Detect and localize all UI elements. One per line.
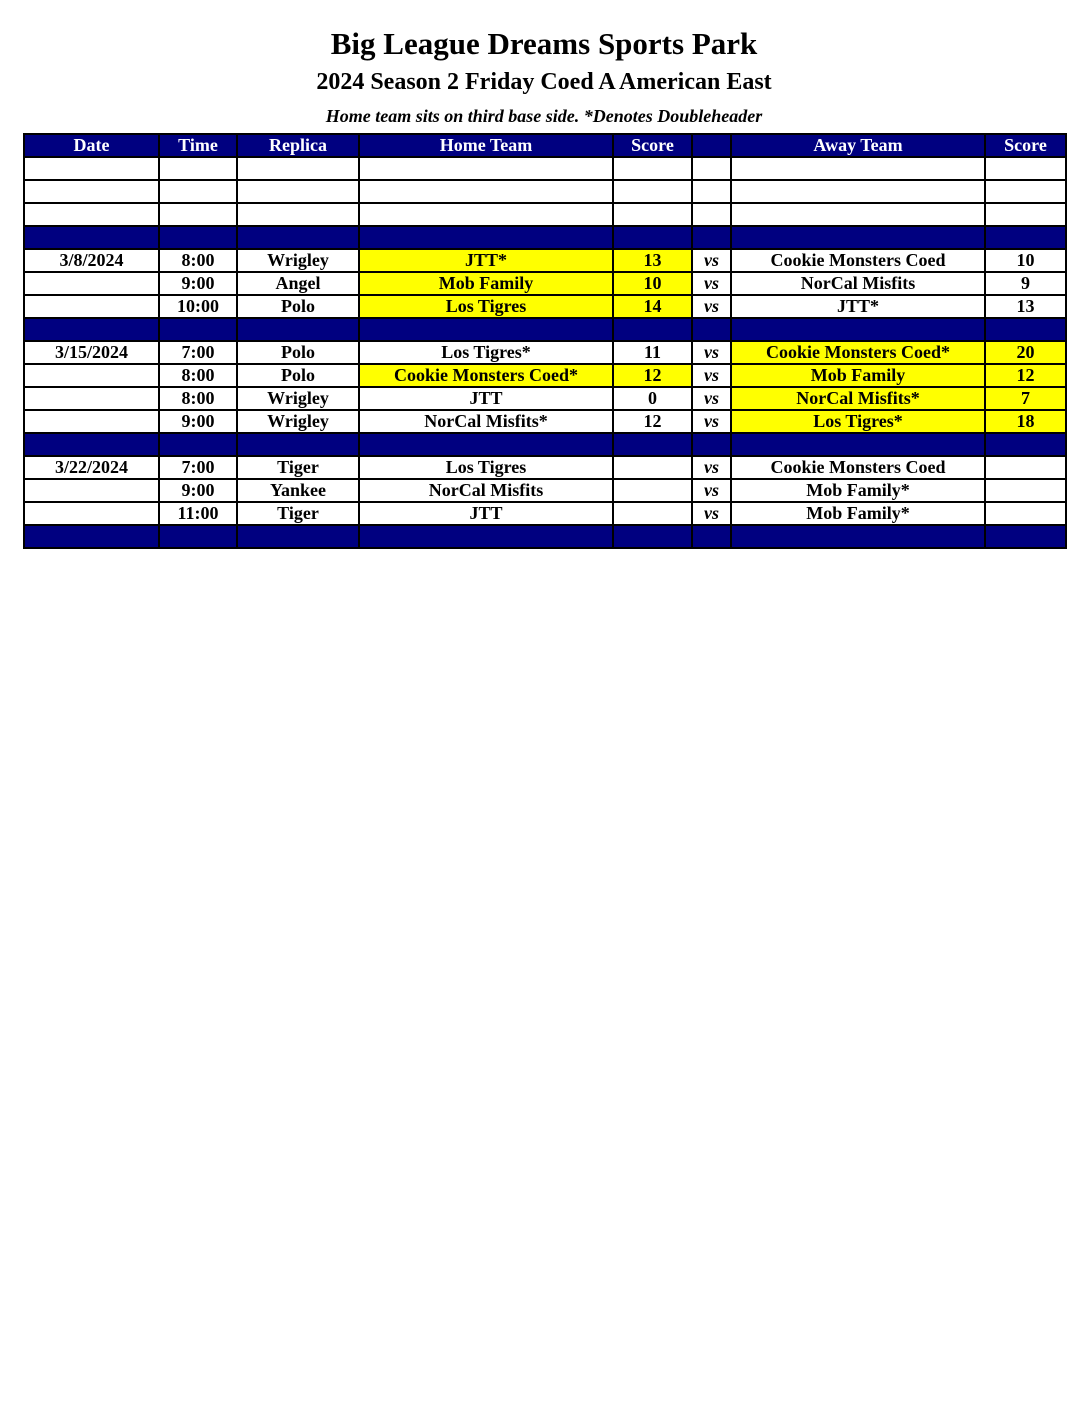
game-row: [24, 502, 1066, 525]
blank-row: [24, 180, 1066, 203]
cell-replica: Wrigley: [237, 410, 359, 433]
page-title: Big League Dreams Sports Park: [330, 26, 758, 61]
col-header-replica: Replica: [237, 134, 359, 157]
cell-date: [24, 226, 159, 249]
cell-away-team: Mob Family*: [731, 479, 985, 502]
cell-home-score: [613, 226, 692, 249]
cell-away-team: NorCal Misfits*: [731, 387, 985, 410]
cell-time: [159, 180, 237, 203]
cell-vs: vs: [692, 502, 731, 525]
col-header-away-team: Away Team: [731, 134, 985, 157]
cell-away-team: [731, 525, 985, 548]
cell-time: 8:00: [159, 387, 237, 410]
game-row: [24, 295, 1066, 318]
cell-home-score: [613, 456, 692, 479]
cell-replica: Wrigley: [237, 249, 359, 272]
cell-home-team: Los Tigres: [359, 295, 613, 318]
game-row: [24, 479, 1066, 502]
blank-row: [24, 203, 1066, 226]
page-subtitle: 2024 Season 2 Friday Coed A American East: [316, 69, 772, 95]
cell-home-score: [613, 318, 692, 341]
cell-away-team: [731, 226, 985, 249]
cell-date: [24, 272, 159, 295]
cell-home-team: NorCal Misfits*: [359, 410, 613, 433]
cell-replica: Polo: [237, 295, 359, 318]
cell-time: 7:00: [159, 456, 237, 479]
cell-replica: [237, 180, 359, 203]
cell-vs: [692, 180, 731, 203]
cell-vs: vs: [692, 456, 731, 479]
cell-time: [159, 203, 237, 226]
cell-away-score: 10: [985, 249, 1066, 272]
cell-home-score: 13: [613, 249, 692, 272]
cell-date: [24, 295, 159, 318]
cell-home-team: JTT*: [359, 249, 613, 272]
cell-replica: Yankee: [237, 479, 359, 502]
cell-away-team: [731, 318, 985, 341]
cell-home-score: 12: [613, 364, 692, 387]
cell-date: [24, 157, 159, 180]
cell-home-score: [613, 479, 692, 502]
cell-vs: vs: [692, 387, 731, 410]
cell-home-team: Los Tigres*: [359, 341, 613, 364]
col-header-time: Time: [159, 134, 237, 157]
cell-vs: [692, 433, 731, 456]
cell-home-score: [613, 502, 692, 525]
cell-vs: vs: [692, 272, 731, 295]
cell-replica: Tiger: [237, 456, 359, 479]
game-row: [24, 410, 1066, 433]
cell-home-score: 10: [613, 272, 692, 295]
cell-home-team: [359, 226, 613, 249]
cell-away-team: [731, 203, 985, 226]
cell-home-score: [613, 180, 692, 203]
cell-replica: Wrigley: [237, 387, 359, 410]
cell-away-team: Los Tigres*: [731, 410, 985, 433]
schedule-table: [23, 133, 1067, 549]
blank-row: [24, 157, 1066, 180]
cell-replica: Polo: [237, 364, 359, 387]
cell-away-team: Cookie Monsters Coed*: [731, 341, 985, 364]
cell-date: [24, 479, 159, 502]
game-row: [24, 387, 1066, 410]
cell-date: [24, 364, 159, 387]
header-row: [24, 134, 1066, 157]
cell-home-score: [613, 157, 692, 180]
game-row: [24, 364, 1066, 387]
cell-time: 9:00: [159, 272, 237, 295]
cell-time: 9:00: [159, 410, 237, 433]
cell-away-score: 20: [985, 341, 1066, 364]
cell-date: 3/8/2024: [24, 249, 159, 272]
cell-away-team: [731, 157, 985, 180]
cell-replica: Polo: [237, 341, 359, 364]
cell-date: [24, 525, 159, 548]
cell-away-score: 13: [985, 295, 1066, 318]
cell-date: [24, 387, 159, 410]
cell-date: [24, 318, 159, 341]
cell-away-score: 7: [985, 387, 1066, 410]
col-header-home-team: Home Team: [359, 134, 613, 157]
col-header-home-score: Score: [613, 134, 692, 157]
cell-time: 10:00: [159, 295, 237, 318]
cell-away-team: [731, 433, 985, 456]
cell-time: 7:00: [159, 341, 237, 364]
col-header-away-score: Score: [985, 134, 1066, 157]
cell-date: [24, 180, 159, 203]
cell-home-team: [359, 318, 613, 341]
cell-vs: vs: [692, 341, 731, 364]
cell-date: [24, 203, 159, 226]
cell-away-team: NorCal Misfits: [731, 272, 985, 295]
cell-away-team: JTT*: [731, 295, 985, 318]
cell-vs: [692, 525, 731, 548]
cell-home-team: Cookie Monsters Coed*: [359, 364, 613, 387]
cell-away-score: [985, 479, 1066, 502]
cell-vs: vs: [692, 295, 731, 318]
separator-row: [24, 226, 1066, 249]
cell-away-score: [985, 456, 1066, 479]
cell-date: 3/22/2024: [24, 456, 159, 479]
cell-replica: [237, 157, 359, 180]
cell-away-score: [985, 433, 1066, 456]
separator-row: [24, 525, 1066, 548]
cell-home-score: [613, 203, 692, 226]
cell-away-score: [985, 157, 1066, 180]
cell-home-team: [359, 180, 613, 203]
cell-away-score: [985, 525, 1066, 548]
cell-away-score: [985, 226, 1066, 249]
col-header-date: Date: [24, 134, 159, 157]
page-note: Home team sits on third base side. *Denotes Doubleheader: [325, 106, 763, 126]
cell-home-team: JTT: [359, 502, 613, 525]
cell-away-team: Cookie Monsters Coed: [731, 456, 985, 479]
cell-home-score: 14: [613, 295, 692, 318]
game-row: [24, 272, 1066, 295]
cell-home-score: 12: [613, 410, 692, 433]
cell-vs: [692, 203, 731, 226]
cell-replica: [237, 318, 359, 341]
col-header-vs: [692, 134, 731, 157]
cell-home-team: Mob Family: [359, 272, 613, 295]
cell-replica: [237, 525, 359, 548]
cell-vs: [692, 157, 731, 180]
cell-replica: [237, 203, 359, 226]
cell-time: [159, 157, 237, 180]
separator-row: [24, 433, 1066, 456]
separator-row: [24, 318, 1066, 341]
cell-home-score: [613, 525, 692, 548]
cell-home-team: [359, 525, 613, 548]
cell-vs: vs: [692, 364, 731, 387]
cell-date: [24, 502, 159, 525]
cell-time: [159, 226, 237, 249]
schedule-body: [24, 157, 1066, 548]
cell-vs: [692, 226, 731, 249]
cell-away-team: Cookie Monsters Coed: [731, 249, 985, 272]
cell-replica: [237, 226, 359, 249]
cell-replica: Tiger: [237, 502, 359, 525]
cell-time: 8:00: [159, 249, 237, 272]
cell-time: [159, 433, 237, 456]
cell-time: [159, 318, 237, 341]
cell-replica: [237, 433, 359, 456]
game-row: [24, 456, 1066, 479]
cell-away-score: [985, 502, 1066, 525]
cell-away-score: [985, 318, 1066, 341]
cell-home-team: [359, 203, 613, 226]
cell-date: [24, 410, 159, 433]
cell-home-team: [359, 157, 613, 180]
cell-vs: vs: [692, 410, 731, 433]
cell-date: 3/15/2024: [24, 341, 159, 364]
cell-time: 9:00: [159, 479, 237, 502]
cell-replica: Angel: [237, 272, 359, 295]
cell-vs: vs: [692, 249, 731, 272]
cell-time: [159, 525, 237, 548]
cell-vs: [692, 318, 731, 341]
cell-away-score: 18: [985, 410, 1066, 433]
cell-home-score: [613, 433, 692, 456]
cell-home-team: NorCal Misfits: [359, 479, 613, 502]
cell-vs: vs: [692, 479, 731, 502]
cell-away-score: [985, 180, 1066, 203]
cell-away-team: [731, 180, 985, 203]
cell-home-team: JTT: [359, 387, 613, 410]
cell-away-score: 9: [985, 272, 1066, 295]
cell-home-team: [359, 433, 613, 456]
cell-date: [24, 433, 159, 456]
game-row: [24, 341, 1066, 364]
cell-time: 11:00: [159, 502, 237, 525]
cell-time: 8:00: [159, 364, 237, 387]
game-row: [24, 249, 1066, 272]
cell-home-score: 11: [613, 341, 692, 364]
cell-home-team: Los Tigres: [359, 456, 613, 479]
cell-away-score: 12: [985, 364, 1066, 387]
cell-away-team: Mob Family: [731, 364, 985, 387]
cell-away-score: [985, 203, 1066, 226]
cell-away-team: Mob Family*: [731, 502, 985, 525]
cell-home-score: 0: [613, 387, 692, 410]
